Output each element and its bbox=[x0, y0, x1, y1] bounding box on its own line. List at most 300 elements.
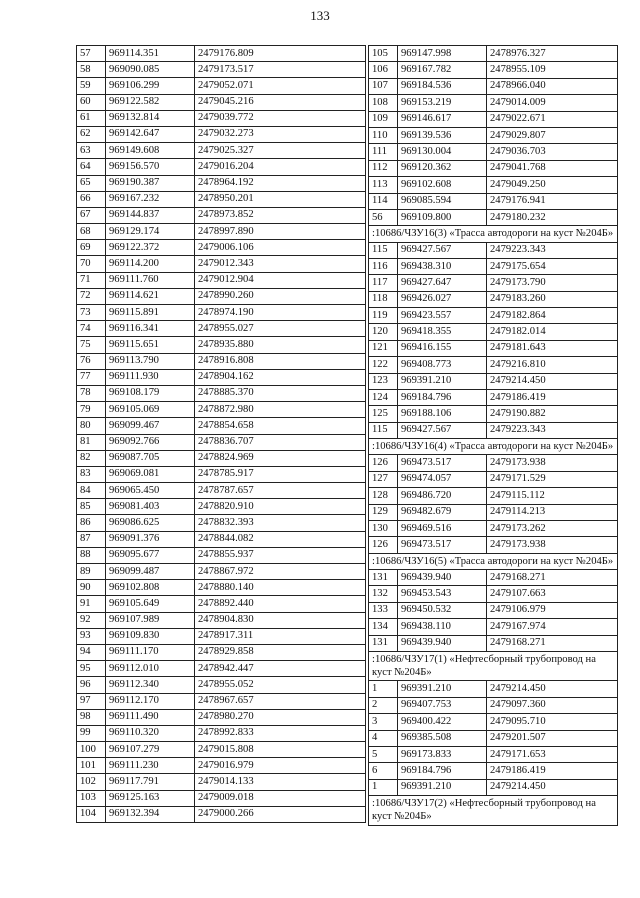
point-number-cell: 108 bbox=[369, 95, 398, 111]
x-coordinate-cell: 969122.372 bbox=[106, 240, 195, 256]
y-coordinate-cell: 2479016.979 bbox=[195, 758, 366, 774]
point-number-cell: 126 bbox=[369, 537, 398, 553]
point-number-cell: 88 bbox=[77, 547, 106, 563]
point-number-cell: 87 bbox=[77, 531, 106, 547]
x-coordinate-cell: 969099.487 bbox=[106, 564, 195, 580]
x-coordinate-cell: 969112.170 bbox=[106, 693, 195, 709]
point-number-cell: 92 bbox=[77, 612, 106, 628]
table-row bbox=[77, 385, 366, 401]
table-row bbox=[369, 747, 618, 763]
x-coordinate-cell: 969114.351 bbox=[106, 46, 195, 62]
table-row bbox=[77, 418, 366, 434]
y-coordinate-cell: 2479223.343 bbox=[487, 422, 618, 438]
y-coordinate-cell: 2479180.232 bbox=[487, 209, 618, 225]
table-row bbox=[369, 127, 618, 143]
table-row bbox=[77, 790, 366, 806]
table-row bbox=[369, 357, 618, 373]
x-coordinate-cell: 969105.649 bbox=[106, 596, 195, 612]
y-coordinate-cell: 2478785.917 bbox=[195, 466, 366, 482]
y-coordinate-cell: 2478929.858 bbox=[195, 644, 366, 660]
x-coordinate-cell: 969115.651 bbox=[106, 337, 195, 353]
point-number-cell: 126 bbox=[369, 455, 398, 471]
y-coordinate-cell: 2479114.213 bbox=[487, 504, 618, 520]
table-row bbox=[77, 191, 366, 207]
x-coordinate-cell: 969125.163 bbox=[106, 790, 195, 806]
table-row bbox=[77, 612, 366, 628]
y-coordinate-cell: 2478904.162 bbox=[195, 369, 366, 385]
section-header: :10686/ЧЗУ16(3) «Трасса автодороги на куст №204Б» bbox=[369, 226, 618, 242]
point-number-cell: 80 bbox=[77, 418, 106, 434]
table-row bbox=[369, 160, 618, 176]
x-coordinate-cell: 969111.230 bbox=[106, 758, 195, 774]
point-number-cell: 69 bbox=[77, 240, 106, 256]
point-number-cell: 66 bbox=[77, 191, 106, 207]
x-coordinate-cell: 969427.567 bbox=[398, 422, 487, 438]
table-row bbox=[77, 774, 366, 790]
table-row bbox=[77, 272, 366, 288]
x-coordinate-cell: 969113.790 bbox=[106, 353, 195, 369]
table-row bbox=[369, 488, 618, 504]
y-coordinate-cell: 2479181.643 bbox=[487, 340, 618, 356]
point-number-cell: 103 bbox=[77, 790, 106, 806]
x-coordinate-cell: 969130.004 bbox=[398, 144, 487, 160]
x-coordinate-cell: 969439.940 bbox=[398, 635, 487, 651]
point-number-cell: 94 bbox=[77, 644, 106, 660]
table-row bbox=[369, 714, 618, 730]
x-coordinate-cell: 969108.179 bbox=[106, 385, 195, 401]
section-header-row bbox=[369, 439, 618, 455]
y-coordinate-cell: 2479223.343 bbox=[487, 242, 618, 258]
x-coordinate-cell: 969107.989 bbox=[106, 612, 195, 628]
x-coordinate-cell: 969469.516 bbox=[398, 521, 487, 537]
y-coordinate-cell: 2479182.864 bbox=[487, 308, 618, 324]
table-row bbox=[369, 504, 618, 520]
point-number-cell: 134 bbox=[369, 619, 398, 635]
point-number-cell: 93 bbox=[77, 628, 106, 644]
point-number-cell: 68 bbox=[77, 224, 106, 240]
point-number-cell: 118 bbox=[369, 291, 398, 307]
point-number-cell: 58 bbox=[77, 62, 106, 78]
x-coordinate-cell: 969099.467 bbox=[106, 418, 195, 434]
x-coordinate-cell: 969086.625 bbox=[106, 515, 195, 531]
table-row bbox=[369, 209, 618, 225]
y-coordinate-cell: 2478990.260 bbox=[195, 288, 366, 304]
table-row bbox=[369, 521, 618, 537]
table-row bbox=[369, 258, 618, 274]
x-coordinate-cell: 969065.450 bbox=[106, 483, 195, 499]
y-coordinate-cell: 2478942.447 bbox=[195, 661, 366, 677]
x-coordinate-cell: 969173.833 bbox=[398, 747, 487, 763]
y-coordinate-cell: 2478832.393 bbox=[195, 515, 366, 531]
table-row bbox=[77, 644, 366, 660]
point-number-cell: 96 bbox=[77, 677, 106, 693]
x-coordinate-cell: 969453.543 bbox=[398, 586, 487, 602]
y-coordinate-cell: 2479214.450 bbox=[487, 681, 618, 697]
point-number-cell: 124 bbox=[369, 390, 398, 406]
x-coordinate-cell: 969391.210 bbox=[398, 373, 487, 389]
point-number-cell: 115 bbox=[369, 242, 398, 258]
y-coordinate-cell: 2478892.440 bbox=[195, 596, 366, 612]
table-row bbox=[77, 515, 366, 531]
x-coordinate-cell: 969142.647 bbox=[106, 126, 195, 142]
point-number-cell: 89 bbox=[77, 564, 106, 580]
x-coordinate-cell: 969139.536 bbox=[398, 127, 487, 143]
section-header-row bbox=[369, 226, 618, 242]
table-row bbox=[77, 402, 366, 418]
x-coordinate-cell: 969106.299 bbox=[106, 78, 195, 94]
table-row bbox=[77, 46, 366, 62]
x-coordinate-cell: 969416.155 bbox=[398, 340, 487, 356]
point-number-cell: 130 bbox=[369, 521, 398, 537]
x-coordinate-cell: 969400.422 bbox=[398, 714, 487, 730]
table-row bbox=[369, 46, 618, 62]
y-coordinate-cell: 2478980.270 bbox=[195, 709, 366, 725]
x-coordinate-cell: 969092.766 bbox=[106, 434, 195, 450]
y-coordinate-cell: 2478820.910 bbox=[195, 499, 366, 515]
point-number-cell: 85 bbox=[77, 499, 106, 515]
y-coordinate-cell: 2479190.882 bbox=[487, 406, 618, 422]
y-coordinate-cell: 2479214.450 bbox=[487, 779, 618, 795]
x-coordinate-cell: 969144.837 bbox=[106, 207, 195, 223]
point-number-cell: 84 bbox=[77, 483, 106, 499]
y-coordinate-cell: 2479016.204 bbox=[195, 159, 366, 175]
x-coordinate-cell: 969184.536 bbox=[398, 78, 487, 94]
y-coordinate-cell: 2479173.517 bbox=[195, 62, 366, 78]
x-coordinate-cell: 969156.570 bbox=[106, 159, 195, 175]
point-number-cell: 60 bbox=[77, 94, 106, 110]
point-number-cell: 132 bbox=[369, 586, 398, 602]
section-header: :10686/ЧЗУ16(4) «Трасса автодороги на куст №204Б» bbox=[369, 439, 618, 455]
y-coordinate-cell: 2479175.654 bbox=[487, 258, 618, 274]
point-number-cell: 72 bbox=[77, 288, 106, 304]
table-row bbox=[369, 730, 618, 746]
point-number-cell: 104 bbox=[77, 806, 106, 822]
y-coordinate-cell: 2478872.980 bbox=[195, 402, 366, 418]
point-number-cell: 3 bbox=[369, 714, 398, 730]
table-row bbox=[77, 742, 366, 758]
table-row bbox=[369, 340, 618, 356]
y-coordinate-cell: 2479014.009 bbox=[487, 95, 618, 111]
point-number-cell: 106 bbox=[369, 62, 398, 78]
table-row bbox=[77, 78, 366, 94]
point-number-cell: 91 bbox=[77, 596, 106, 612]
table-row bbox=[77, 353, 366, 369]
point-number-cell: 75 bbox=[77, 337, 106, 353]
point-number-cell: 86 bbox=[77, 515, 106, 531]
table-row bbox=[77, 94, 366, 110]
x-coordinate-cell: 969132.394 bbox=[106, 806, 195, 822]
y-coordinate-cell: 2478904.830 bbox=[195, 612, 366, 628]
x-coordinate-cell: 969423.557 bbox=[398, 308, 487, 324]
table-row bbox=[77, 337, 366, 353]
table-row bbox=[369, 291, 618, 307]
table-row bbox=[369, 697, 618, 713]
point-number-cell: 90 bbox=[77, 580, 106, 596]
point-number-cell: 62 bbox=[77, 126, 106, 142]
table-row bbox=[77, 693, 366, 709]
x-coordinate-cell: 969438.310 bbox=[398, 258, 487, 274]
section-header-row bbox=[369, 651, 618, 680]
point-number-cell: 57 bbox=[77, 46, 106, 62]
point-number-cell: 1 bbox=[369, 779, 398, 795]
table-row bbox=[77, 725, 366, 741]
table-row bbox=[369, 390, 618, 406]
y-coordinate-cell: 2479097.360 bbox=[487, 697, 618, 713]
x-coordinate-cell: 969111.490 bbox=[106, 709, 195, 725]
x-coordinate-cell: 969190.387 bbox=[106, 175, 195, 191]
y-coordinate-cell: 2478997.890 bbox=[195, 224, 366, 240]
table-row bbox=[77, 126, 366, 142]
y-coordinate-cell: 2479039.772 bbox=[195, 110, 366, 126]
point-number-cell: 83 bbox=[77, 466, 106, 482]
y-coordinate-cell: 2479014.133 bbox=[195, 774, 366, 790]
page-number: 133 bbox=[310, 8, 330, 23]
table-row bbox=[77, 450, 366, 466]
table-row bbox=[77, 709, 366, 725]
x-coordinate-cell: 969109.800 bbox=[398, 209, 487, 225]
x-coordinate-cell: 969146.617 bbox=[398, 111, 487, 127]
x-coordinate-cell: 969486.720 bbox=[398, 488, 487, 504]
table-row bbox=[77, 806, 366, 822]
table-row bbox=[77, 483, 366, 499]
x-coordinate-cell: 969426.027 bbox=[398, 291, 487, 307]
table-row bbox=[369, 62, 618, 78]
point-number-cell: 113 bbox=[369, 177, 398, 193]
table-row bbox=[77, 256, 366, 272]
table-row bbox=[77, 110, 366, 126]
x-coordinate-cell: 969105.069 bbox=[106, 402, 195, 418]
point-number-cell: 121 bbox=[369, 340, 398, 356]
y-coordinate-cell: 2478916.808 bbox=[195, 353, 366, 369]
point-number-cell: 101 bbox=[77, 758, 106, 774]
y-coordinate-cell: 2478935.880 bbox=[195, 337, 366, 353]
y-coordinate-cell: 2479173.790 bbox=[487, 275, 618, 291]
x-coordinate-cell: 969112.010 bbox=[106, 661, 195, 677]
y-coordinate-cell: 2479032.273 bbox=[195, 126, 366, 142]
point-number-cell: 2 bbox=[369, 697, 398, 713]
y-coordinate-cell: 2479022.671 bbox=[487, 111, 618, 127]
x-coordinate-cell: 969129.174 bbox=[106, 224, 195, 240]
y-coordinate-cell: 2479173.262 bbox=[487, 521, 618, 537]
y-coordinate-cell: 2479182.014 bbox=[487, 324, 618, 340]
x-coordinate-cell: 969391.210 bbox=[398, 681, 487, 697]
y-coordinate-cell: 2478824.969 bbox=[195, 450, 366, 466]
y-coordinate-cell: 2479168.271 bbox=[487, 570, 618, 586]
y-coordinate-cell: 2479000.266 bbox=[195, 806, 366, 822]
x-coordinate-cell: 969115.891 bbox=[106, 305, 195, 321]
x-coordinate-cell: 969408.773 bbox=[398, 357, 487, 373]
y-coordinate-cell: 2478880.140 bbox=[195, 580, 366, 596]
y-coordinate-cell: 2478854.658 bbox=[195, 418, 366, 434]
y-coordinate-cell: 2479045.216 bbox=[195, 94, 366, 110]
point-number-cell: 63 bbox=[77, 143, 106, 159]
point-number-cell: 6 bbox=[369, 763, 398, 779]
section-header-row bbox=[369, 553, 618, 569]
x-coordinate-cell: 969407.753 bbox=[398, 697, 487, 713]
section-header: :10686/ЧЗУ17(1) «Нефтесборный трубопровод на куст №204Б» bbox=[369, 651, 618, 680]
point-number-cell: 119 bbox=[369, 308, 398, 324]
point-number-cell: 77 bbox=[77, 369, 106, 385]
x-coordinate-cell: 969114.621 bbox=[106, 288, 195, 304]
y-coordinate-cell: 2478885.370 bbox=[195, 385, 366, 401]
table-row bbox=[77, 499, 366, 515]
table-row bbox=[369, 586, 618, 602]
point-number-cell: 81 bbox=[77, 434, 106, 450]
x-coordinate-cell: 969473.517 bbox=[398, 455, 487, 471]
x-coordinate-cell: 969153.219 bbox=[398, 95, 487, 111]
x-coordinate-cell: 969111.170 bbox=[106, 644, 195, 660]
point-number-cell: 71 bbox=[77, 272, 106, 288]
table-row bbox=[369, 193, 618, 209]
x-coordinate-cell: 969109.830 bbox=[106, 628, 195, 644]
point-number-cell: 129 bbox=[369, 504, 398, 520]
y-coordinate-cell: 2478844.082 bbox=[195, 531, 366, 547]
x-coordinate-cell: 969116.341 bbox=[106, 321, 195, 337]
table-row bbox=[369, 422, 618, 438]
x-coordinate-cell: 969167.782 bbox=[398, 62, 487, 78]
y-coordinate-cell: 2479025.327 bbox=[195, 143, 366, 159]
y-coordinate-cell: 2479183.260 bbox=[487, 291, 618, 307]
table-row bbox=[77, 547, 366, 563]
y-coordinate-cell: 2478955.027 bbox=[195, 321, 366, 337]
y-coordinate-cell: 2479107.663 bbox=[487, 586, 618, 602]
point-number-cell: 112 bbox=[369, 160, 398, 176]
x-coordinate-cell: 969438.110 bbox=[398, 619, 487, 635]
point-number-cell: 120 bbox=[369, 324, 398, 340]
y-coordinate-cell: 2479052.071 bbox=[195, 78, 366, 94]
y-coordinate-cell: 2478974.190 bbox=[195, 305, 366, 321]
table-row bbox=[77, 596, 366, 612]
y-coordinate-cell: 2479095.710 bbox=[487, 714, 618, 730]
x-coordinate-cell: 969120.362 bbox=[398, 160, 487, 176]
point-number-cell: 97 bbox=[77, 693, 106, 709]
point-number-cell: 107 bbox=[369, 78, 398, 94]
point-number-cell: 122 bbox=[369, 357, 398, 373]
x-coordinate-cell: 969090.085 bbox=[106, 62, 195, 78]
point-number-cell: 133 bbox=[369, 602, 398, 618]
y-coordinate-cell: 2478964.192 bbox=[195, 175, 366, 191]
y-coordinate-cell: 2478955.052 bbox=[195, 677, 366, 693]
y-coordinate-cell: 2478855.937 bbox=[195, 547, 366, 563]
table-row bbox=[77, 159, 366, 175]
y-coordinate-cell: 2479012.904 bbox=[195, 272, 366, 288]
table-row bbox=[369, 308, 618, 324]
point-number-cell: 100 bbox=[77, 742, 106, 758]
point-number-cell: 128 bbox=[369, 488, 398, 504]
table-row bbox=[369, 779, 618, 795]
table-row bbox=[77, 62, 366, 78]
y-coordinate-cell: 2479006.106 bbox=[195, 240, 366, 256]
x-coordinate-cell: 969167.232 bbox=[106, 191, 195, 207]
point-number-cell: 61 bbox=[77, 110, 106, 126]
point-number-cell: 99 bbox=[77, 725, 106, 741]
x-coordinate-cell: 969482.679 bbox=[398, 504, 487, 520]
x-coordinate-cell: 969147.998 bbox=[398, 46, 487, 62]
x-coordinate-cell: 969473.517 bbox=[398, 537, 487, 553]
y-coordinate-cell: 2479036.703 bbox=[487, 144, 618, 160]
x-coordinate-cell: 969391.210 bbox=[398, 779, 487, 795]
table-row bbox=[369, 242, 618, 258]
point-number-cell: 65 bbox=[77, 175, 106, 191]
y-coordinate-cell: 2478836.707 bbox=[195, 434, 366, 450]
table-row bbox=[77, 305, 366, 321]
x-coordinate-cell: 969427.647 bbox=[398, 275, 487, 291]
x-coordinate-cell: 969427.567 bbox=[398, 242, 487, 258]
x-coordinate-cell: 969149.608 bbox=[106, 143, 195, 159]
point-number-cell: 64 bbox=[77, 159, 106, 175]
point-number-cell: 56 bbox=[369, 209, 398, 225]
point-number-cell: 78 bbox=[77, 385, 106, 401]
point-number-cell: 1 bbox=[369, 681, 398, 697]
x-coordinate-cell: 969107.279 bbox=[106, 742, 195, 758]
x-coordinate-cell: 969184.796 bbox=[398, 390, 487, 406]
table-row bbox=[369, 619, 618, 635]
table-row bbox=[77, 288, 366, 304]
y-coordinate-cell: 2479214.450 bbox=[487, 373, 618, 389]
table-row bbox=[369, 144, 618, 160]
y-coordinate-cell: 2478973.852 bbox=[195, 207, 366, 223]
x-coordinate-cell: 969111.930 bbox=[106, 369, 195, 385]
y-coordinate-cell: 2479186.419 bbox=[487, 390, 618, 406]
y-coordinate-cell: 2478950.201 bbox=[195, 191, 366, 207]
y-coordinate-cell: 2478966.040 bbox=[487, 78, 618, 94]
section-header-row bbox=[369, 796, 618, 825]
table-row bbox=[77, 143, 366, 159]
y-coordinate-cell: 2478992.833 bbox=[195, 725, 366, 741]
x-coordinate-cell: 969085.594 bbox=[398, 193, 487, 209]
table-row bbox=[369, 324, 618, 340]
point-number-cell: 131 bbox=[369, 635, 398, 651]
table-row bbox=[77, 434, 366, 450]
y-coordinate-cell: 2478967.657 bbox=[195, 693, 366, 709]
point-number-cell: 102 bbox=[77, 774, 106, 790]
x-coordinate-cell: 969188.106 bbox=[398, 406, 487, 422]
y-coordinate-cell: 2479015.808 bbox=[195, 742, 366, 758]
point-number-cell: 98 bbox=[77, 709, 106, 725]
table-row bbox=[77, 628, 366, 644]
x-coordinate-cell: 969117.791 bbox=[106, 774, 195, 790]
table-row bbox=[369, 95, 618, 111]
point-number-cell: 123 bbox=[369, 373, 398, 389]
table-row bbox=[77, 224, 366, 240]
y-coordinate-cell: 2479167.974 bbox=[487, 619, 618, 635]
point-number-cell: 111 bbox=[369, 144, 398, 160]
x-coordinate-cell: 969095.677 bbox=[106, 547, 195, 563]
table-row bbox=[369, 537, 618, 553]
y-coordinate-cell: 2478867.972 bbox=[195, 564, 366, 580]
point-number-cell: 127 bbox=[369, 471, 398, 487]
table-row bbox=[77, 240, 366, 256]
y-coordinate-cell: 2479173.938 bbox=[487, 455, 618, 471]
x-coordinate-cell: 969069.081 bbox=[106, 466, 195, 482]
y-coordinate-cell: 2479186.419 bbox=[487, 763, 618, 779]
table-row bbox=[369, 635, 618, 651]
point-number-cell: 131 bbox=[369, 570, 398, 586]
x-coordinate-cell: 969184.796 bbox=[398, 763, 487, 779]
point-number-cell: 5 bbox=[369, 747, 398, 763]
point-number-cell: 74 bbox=[77, 321, 106, 337]
point-number-cell: 125 bbox=[369, 406, 398, 422]
y-coordinate-cell: 2479012.343 bbox=[195, 256, 366, 272]
y-coordinate-cell: 2478955.109 bbox=[487, 62, 618, 78]
table-row bbox=[369, 177, 618, 193]
x-coordinate-cell: 969418.355 bbox=[398, 324, 487, 340]
x-coordinate-cell: 969114.200 bbox=[106, 256, 195, 272]
y-coordinate-cell: 2478976.327 bbox=[487, 46, 618, 62]
x-coordinate-cell: 969112.340 bbox=[106, 677, 195, 693]
y-coordinate-cell: 2478787.657 bbox=[195, 483, 366, 499]
point-number-cell: 79 bbox=[77, 402, 106, 418]
